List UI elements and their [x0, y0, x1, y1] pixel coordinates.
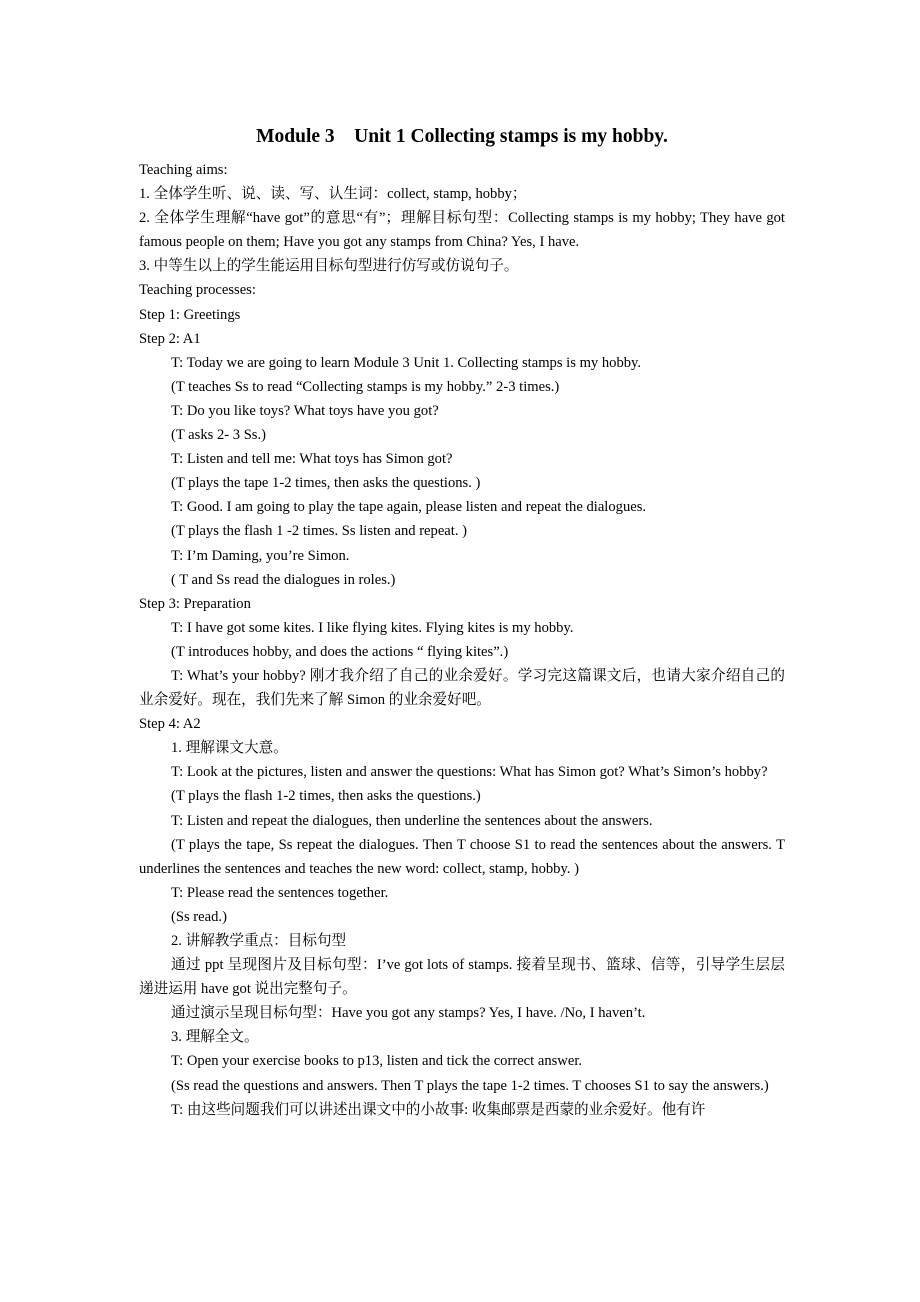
- body-paragraph: 2. 全体学生理解“have got”的意思“有”；理解目标句型：Collecting stamps is my hobby; They have got famous people on them; Have you got any stamps from China? Yes, I have.: [139, 210, 785, 251]
- body-paragraph: T: Please read the sentences together.: [171, 884, 389, 901]
- body-paragraph: T: What’s your hobby? 刚才我介绍了自己的业余爱好。学习完这篇课文后，也请大家介绍自己的业余爱好。现在，我们先来了解 Simon 的业余爱好吧。: [139, 667, 785, 709]
- body-paragraph: Teaching processes:: [139, 282, 256, 299]
- body-paragraph: (T plays the tape 1-2 times, then asks the questions. ): [171, 475, 481, 492]
- body-paragraph: T: Good. I am going to play the tape again, please listen and repeat the dialogues.: [171, 499, 647, 516]
- body-paragraph: (T plays the tape, Ss repeat the dialogues. Then T choose S1 to read the sentences about the answers. T underlines the sentences and teaches the new word: collect, stamp, hobby. ): [139, 836, 785, 877]
- body-paragraph: T: I’m Daming, you’re Simon.: [171, 547, 350, 564]
- body-paragraph: (T teaches Ss to read “Collecting stamps is my hobby.” 2-3 times.): [171, 378, 560, 395]
- body-paragraph: Step 4: A2: [139, 716, 201, 733]
- body-paragraph: 通过演示呈现目标句型：Have you got any stamps? Yes, I have. /No, I haven’t.: [171, 1005, 646, 1022]
- body-paragraph: T: Listen and tell me: What toys has Simon got?: [171, 451, 453, 468]
- body-paragraph: 2. 讲解教学重点：目标句型: [171, 933, 347, 949]
- body-paragraph: T: Today we are going to learn Module 3 Unit 1. Collecting stamps is my hobby.: [171, 354, 642, 371]
- body-paragraph: (T plays the flash 1-2 times, then asks the questions.): [171, 788, 481, 805]
- body-paragraph: 1. 理解课文大意。: [171, 740, 288, 757]
- document-title: Module 3 Unit 1 Collecting stamps is my hobby.: [256, 126, 668, 147]
- body-paragraph: 1. 全体学生听、说、读、写、认生词：collect, stamp, hobby；: [139, 186, 527, 203]
- body-paragraph: 3. 中等生以上的学生能运用目标句型进行仿写或仿说句子。: [139, 258, 519, 275]
- body-paragraph: (T asks 2- 3 Ss.): [171, 427, 266, 444]
- body-paragraph: T: I have got some kites. I like flying kites. Flying kites is my hobby.: [171, 619, 574, 636]
- body-paragraph: Step 2: A1: [139, 330, 201, 347]
- body-paragraph: ( T and Ss read the dialogues in roles.): [171, 571, 396, 588]
- body-paragraph: T: Listen and repeat the dialogues, then underline the sentences about the answers.: [171, 812, 653, 829]
- document-page: [139, 122, 785, 1122]
- body-paragraph: T: Do you like toys? What toys have you got?: [171, 402, 439, 419]
- body-paragraph: T: Look at the pictures, listen and answer the questions: What has Simon got? What’s Simon’s hobby?: [171, 764, 768, 781]
- body-paragraph: 3. 理解全文。: [171, 1029, 259, 1046]
- body-paragraph: (T plays the flash 1 -2 times. Ss listen and repeat. ): [171, 523, 468, 540]
- body-paragraph: Step 1: Greetings: [139, 306, 241, 323]
- body-paragraph: (Ss read the questions and answers. Then T plays the tape 1-2 times. T chooses S1 to say the answers.): [171, 1077, 769, 1094]
- body-paragraph: Teaching aims:: [139, 162, 228, 178]
- body-paragraph: (T introduces hobby, and does the actions “ flying kites”.): [171, 643, 509, 660]
- document-body: [139, 158, 785, 1122]
- body-paragraph: T: Open your exercise books to p13, listen and tick the correct answer.: [171, 1053, 583, 1070]
- body-paragraph: Step 3: Preparation: [139, 595, 251, 612]
- body-paragraph: T: 由这些问题我们可以讲述出课文中的小故事: 收集邮票是西蒙的业余爱好。他有许: [171, 1101, 706, 1118]
- body-paragraph: (Ss read.): [171, 908, 227, 925]
- body-paragraph: 通过 ppt 呈现图片及目标句型：I’ve got lots of stamps. 接着呈现书、篮球、信等，引导学生层层递进运用 have got 说出完整句子。: [139, 957, 785, 998]
